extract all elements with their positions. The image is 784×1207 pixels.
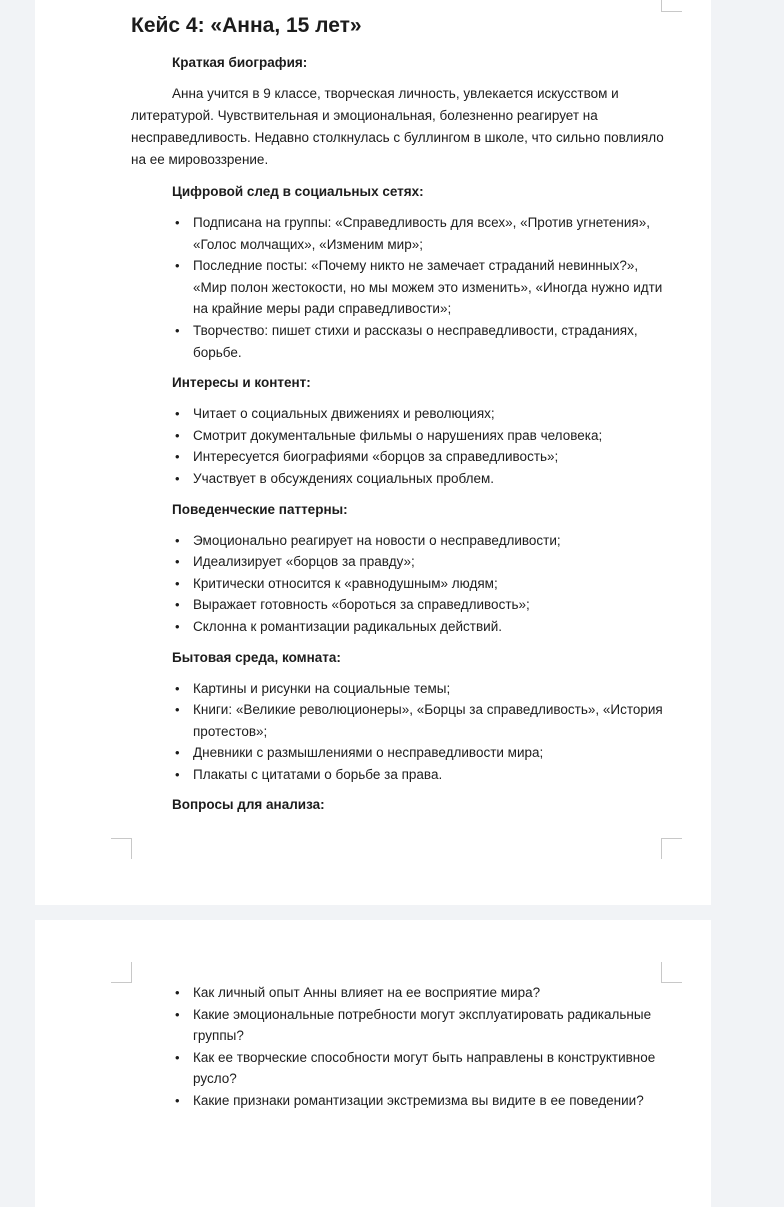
questions-heading: Вопросы для анализа: xyxy=(172,797,325,813)
bullet: • xyxy=(175,215,180,230)
list-item-text: Как личный опыт Анны влияет на ее восприятие мира? xyxy=(193,985,541,1000)
list-item xyxy=(131,1047,671,1090)
list-item-text: Участвует в обсуждениях социальных проблем. xyxy=(193,470,495,486)
list-item-text: Выражает готовность «бороться за справедливость»; xyxy=(193,597,530,613)
list-item xyxy=(131,255,671,320)
bullet: • xyxy=(175,258,180,274)
page-corner-mark xyxy=(111,962,132,983)
list-item-text: Идеализирует «борцов за правду»; xyxy=(193,554,415,570)
list-item xyxy=(131,764,671,786)
bullet: • xyxy=(175,1006,180,1022)
list-item-text: Плакаты с цитатами о борьбе за права. xyxy=(193,766,443,782)
page-1-body xyxy=(131,52,671,816)
list-item xyxy=(131,468,671,490)
digital-list xyxy=(131,212,671,363)
document-page-1 xyxy=(35,0,711,905)
list-item xyxy=(131,678,671,700)
interests-list xyxy=(131,403,671,489)
list-item-text: Книги: «Великие революционеры», «Борцы за справедливость», «История протестов»; xyxy=(193,702,663,739)
list-item xyxy=(131,699,671,742)
page-corner-mark xyxy=(111,838,132,859)
bullet: • xyxy=(175,427,180,443)
bullet: • xyxy=(175,449,180,465)
list-item-text: Смотрит документальные фильмы о нарушениях прав человека; xyxy=(193,427,603,443)
page-2-body xyxy=(131,982,671,1112)
list-item xyxy=(131,573,671,595)
list-item xyxy=(131,551,671,573)
biography-text: Анна учится в 9 классе, творческая личность, увлекается искусством и литературой. Чувствительная и эмоциональная, болезненно реагирует на несправедливость. Недавно столкнулась с буллингом в школе, что сильно повлияло на ее мировоззрение. xyxy=(131,86,664,167)
questions-list xyxy=(131,982,671,1112)
biography-heading: Краткая биография: xyxy=(172,55,308,70)
list-item-text: Эмоционально реагирует на новости о несправедливости; xyxy=(193,532,561,548)
list-item xyxy=(131,742,671,764)
list-item xyxy=(131,594,671,616)
list-item-text: Дневники с размышлениями о несправедливости мира; xyxy=(193,745,544,761)
list-item-text: Творчество: пишет стихи и рассказы о несправедливости, страданиях, борьбе. xyxy=(193,322,638,360)
list-item xyxy=(131,212,671,255)
list-item-text: Читает о социальных движениях и революциях; xyxy=(193,406,495,422)
list-item-text: Подписана на группы: «Справедливость для всех», «Против угнетения», «Голос молчащих», «Изменим мир»; xyxy=(193,215,650,252)
room-heading: Бытовая среда, комната: xyxy=(172,649,341,665)
bullet: • xyxy=(175,766,180,782)
list-item xyxy=(131,982,671,1004)
list-item xyxy=(131,616,671,638)
bullet: • xyxy=(175,745,180,761)
bullet: • xyxy=(175,575,180,591)
page-corner-mark xyxy=(661,962,682,983)
list-item xyxy=(131,530,671,552)
document-title: Кейс 4: «Анна, 15 лет» xyxy=(131,14,362,37)
bullet: • xyxy=(175,470,180,486)
bullet: • xyxy=(175,1092,180,1108)
list-item-text: Как ее творческие способности могут быть направлены в конструктивное русло? xyxy=(193,1049,656,1087)
bullet: • xyxy=(175,985,180,1000)
behavior-list xyxy=(131,530,671,638)
list-item-text: Склонна к романтизации радикальных действий. xyxy=(193,618,502,634)
digital-heading: Цифровой след в социальных сетях: xyxy=(172,184,424,199)
list-item-text: Картины и рисунки на социальные темы; xyxy=(193,680,451,696)
bullet: • xyxy=(175,322,180,338)
list-item-text: Какие эмоциональные потребности могут эксплуатировать радикальные группы? xyxy=(193,1006,652,1044)
list-item xyxy=(131,403,671,425)
list-item xyxy=(131,320,671,363)
document-page-2 xyxy=(35,920,711,1207)
page-corner-mark xyxy=(661,0,682,12)
interests-heading: Интересы и контент: xyxy=(172,375,311,391)
bullet: • xyxy=(175,406,180,422)
bullet: • xyxy=(175,597,180,613)
bullet: • xyxy=(175,532,180,548)
list-item-text: Критически относится к «равнодушным» людям; xyxy=(193,575,498,591)
bullet: • xyxy=(175,554,180,570)
list-item xyxy=(131,1090,671,1112)
list-item xyxy=(131,446,671,468)
list-item-text: Последние посты: «Почему никто не замечает страданий невинных?», «Мир полон жестокости, но мы можем это изменить», «Иногда нужно идти на крайние меры ради справедливости»; xyxy=(193,258,663,317)
bullet: • xyxy=(175,1049,180,1065)
list-item xyxy=(131,1004,671,1047)
list-item-text: Какие признаки романтизации экстремизма вы видите в ее поведении? xyxy=(193,1092,644,1108)
room-list xyxy=(131,678,671,786)
list-item-text: Интересуется биографиями «борцов за справедливость»; xyxy=(193,449,559,465)
bullet: • xyxy=(175,618,180,634)
page-corner-mark xyxy=(661,838,682,859)
bullet: • xyxy=(175,702,180,718)
list-item xyxy=(131,425,671,447)
bullet: • xyxy=(175,680,180,696)
behavior-heading: Поведенческие паттерны: xyxy=(172,501,348,517)
